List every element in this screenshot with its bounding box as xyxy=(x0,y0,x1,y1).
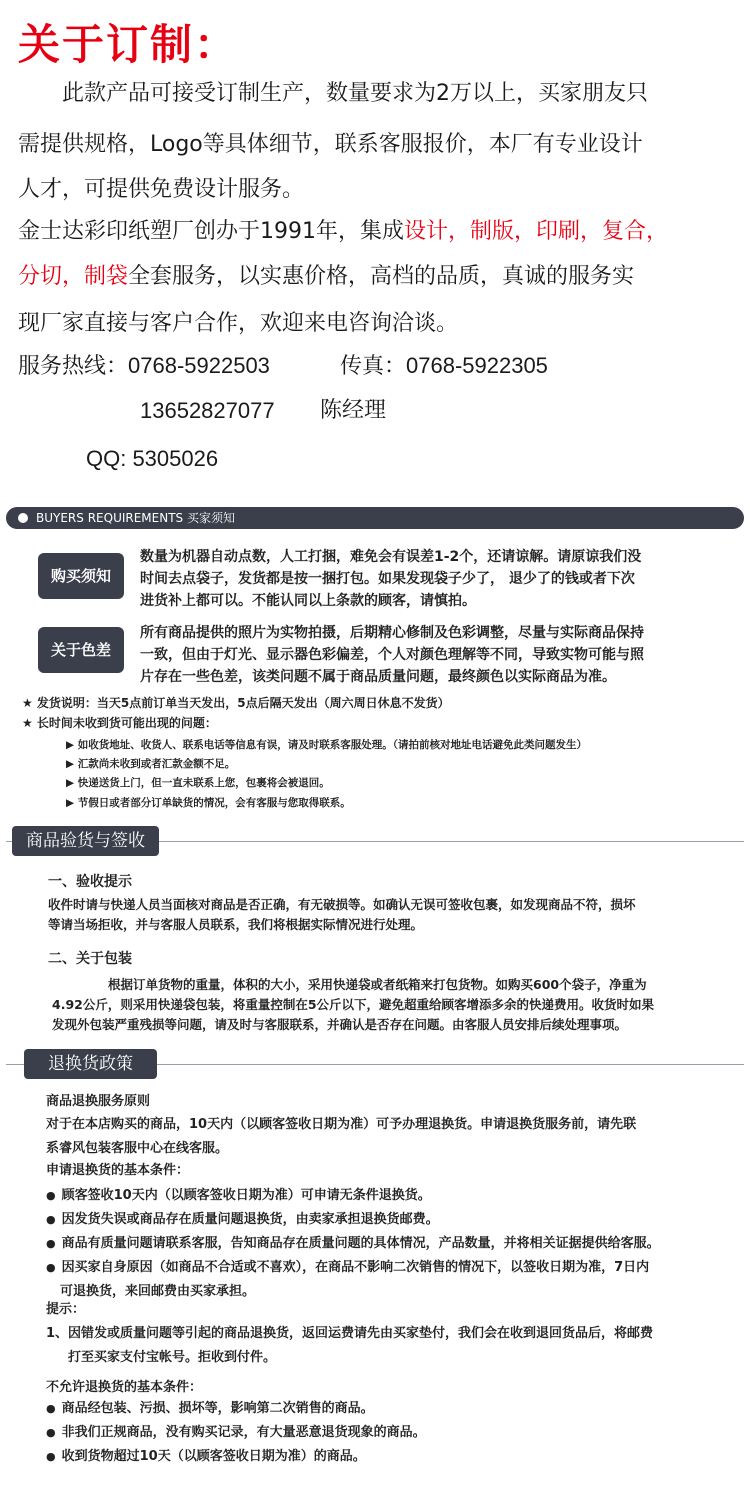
notice-line: 进货补上都可以。不能认同以上条款的顾客，请慎拍。 xyxy=(140,593,476,609)
hotline-text: 服务热线：0768-5922503 xyxy=(18,353,270,378)
condition-item: ● 顾客签收10天内（以顾客签收日期为准）可申请无条件退换货。 xyxy=(46,1184,746,1208)
no-return-item: ● 非我们正规商品，没有购买记录，有大量恶意退货现象的商品。 xyxy=(46,1421,746,1445)
color-line: 片存在一些色差，该类问题不属于商品质量问题，最终颜色以实际商品为准。 xyxy=(140,669,616,685)
no-return-item: ● 收到货物超过10天（以顾客签收日期为准）的商品。 xyxy=(46,1445,746,1469)
returns-conditions-list xyxy=(46,1184,746,1304)
buyers-requirements-bar xyxy=(6,507,744,529)
company-line-3: 现厂家直接与客户合作，欢迎来电咨询洽谈。 xyxy=(18,311,459,336)
company-text: 金士达彩印纸塑厂创办于1991年，集成 xyxy=(18,219,404,244)
no-return-conditions-list xyxy=(46,1397,746,1469)
returns-tab: 退换货政策 xyxy=(24,1049,157,1079)
returns-line: 对于在本店购买的商品，10天内（以顾客签收日期为准）可予办理退换货。申请退换货服务前，请先联 xyxy=(46,1117,637,1132)
intro-line-1: 此款产品可接受订制生产，数量要求为2万以上，买家朋友只 xyxy=(62,81,648,106)
condition-item: ● 商品有质量问题请联系客服，告知商品存在质量问题的具体情况，产品数量，并将相关证据提供给客服。 xyxy=(46,1232,746,1256)
condition-item: ● 因买家自身原因（如商品不合适或不喜欢），在商品不影响二次销售的情况下，以签收日期为准，7日内 xyxy=(46,1256,746,1280)
returns-heading-1: 商品退换服务原则 xyxy=(46,1094,151,1109)
purchase-notice-pill: 购买须知 xyxy=(38,553,124,599)
intro-line-2: 需提供规格，Logo等具体细节，联系客服报价，本厂有专业设计 xyxy=(18,132,643,157)
packaging-line: 根据订单货物的重量，体积的大小，采用快递袋或者纸箱来打包货物。如购买600个袋子，净重为 xyxy=(108,977,647,992)
returns-line: 系睿风包装客服中心在线客服。 xyxy=(46,1141,229,1156)
returns-heading-3: 不允许退换货的基本条件： xyxy=(46,1380,203,1395)
inspection-heading-1: 一、验收提示 xyxy=(48,874,132,890)
page-title: 关于订制： xyxy=(18,20,239,69)
buyers-bar-label: BUYERS REQUIREMENTS 买家须知 xyxy=(36,511,235,525)
notice-line: 数量为机器自动点数，人工打捆，难免会有误差1-2个，还请谅解。请原谅我们没 xyxy=(140,549,642,565)
intro-line-3: 人才，可提供免费设计服务。 xyxy=(18,177,305,202)
manager-name: 陈经理 xyxy=(320,398,387,423)
fax-text: 传真：0768-5922305 xyxy=(340,353,548,378)
notice-line: 时间去点袋子，发货都是按一捆打包。如果发现袋子少了， 退少了的钱或者下次 xyxy=(140,571,635,587)
returns-paragraph-1 xyxy=(46,1113,746,1161)
company-services-red: 设计，制版，印刷，复合， xyxy=(404,219,669,244)
issue-item: ▶ 如收货地址、收货人、联系电话等信息有误，请及时联系客服处理。（请拍前核对地址电话避免此类问题发生） xyxy=(66,739,587,751)
mobile-number: 13652827077 xyxy=(140,398,275,423)
condition-item: ● 因发货失误或商品存在质量问题退换货，由卖家承担退换货邮费。 xyxy=(46,1208,746,1232)
condition-item-continued: 可退换货，来回邮费由买家承担。 xyxy=(60,1284,256,1299)
issue-item: ▶ 汇款尚未收到或者汇款金额不足。 xyxy=(66,758,236,770)
inspection-paragraph-1 xyxy=(48,895,748,935)
returns-heading-2: 申请退换货的基本条件： xyxy=(46,1163,190,1178)
inspection-paragraph-2 xyxy=(52,975,750,1035)
packaging-line: 4.92公斤，则采用快递袋包装，将重量控制在5公斤以下，避免超重给顾客增添多余的快递费用。收货时如果 xyxy=(52,997,655,1012)
color-line: 所有商品提供的照片为实物拍摄，后期精心修制及色彩调整，尽量与实际商品保持 xyxy=(140,625,644,641)
qq-number: QQ: 5305026 xyxy=(86,446,219,471)
bullet-dot-icon xyxy=(18,513,28,523)
packaging-line: 发现外包装严重残损等问题，请及时与客服联系，并确认是否存在问题。由客服人员安排后续处理事项。 xyxy=(52,1017,628,1032)
tip-line: 1、因错发或质量问题等引起的商品退换货，返回运费请先由买家垫付，我们会在收到退回货品后，将邮费 xyxy=(46,1326,654,1341)
issue-item: ▶ 快递送货上门，但一直未联系上您，包裹将会被退回。 xyxy=(66,777,330,789)
tip-paragraph xyxy=(46,1322,746,1370)
inspection-tab: 商品验货与签收 xyxy=(12,826,159,856)
no-return-item: ● 商品经包装、污损、损坏等，影响第二次销售的商品。 xyxy=(46,1397,746,1421)
purchase-notice-text xyxy=(140,546,641,612)
inspection-line: 收件时请与快递人员当面核对商品是否正确，有无破损等。如确认无误可签收包裹，如发现商品不符，损坏 xyxy=(48,897,636,912)
color-difference-text xyxy=(140,622,644,688)
inspection-line: 等请当场拒收，并与客服人员联系，我们将根据实际情况进行处理。 xyxy=(48,917,424,932)
company-line-2 xyxy=(18,255,634,299)
tip-line: 打至买家支付宝帐号。拒收到付件。 xyxy=(68,1350,277,1365)
tip-heading: 提示： xyxy=(46,1302,86,1317)
company-text-2: 全套服务，以实惠价格，高档的品质，真诚的服务实 xyxy=(128,264,635,289)
company-line-1 xyxy=(18,210,668,254)
shipping-note: ★ 发货说明：当天5点前订单当天发出，5点后隔天发出（周六周日休息不发货） xyxy=(22,696,450,710)
color-difference-pill: 关于色差 xyxy=(38,627,124,673)
issue-item: ▶ 节假日或者部分订单缺货的情况，会有客服与您取得联系。 xyxy=(66,797,351,809)
inspection-heading-2: 二、关于包装 xyxy=(48,951,132,967)
issue-heading: ★ 长时间未收到货可能出现的问题： xyxy=(22,716,217,730)
company-services-red-2: 分切，制袋 xyxy=(18,264,129,289)
color-line: 一致，但由于灯光、显示器色彩偏差，个人对颜色理解等不同，导致实物可能与照 xyxy=(140,647,644,663)
